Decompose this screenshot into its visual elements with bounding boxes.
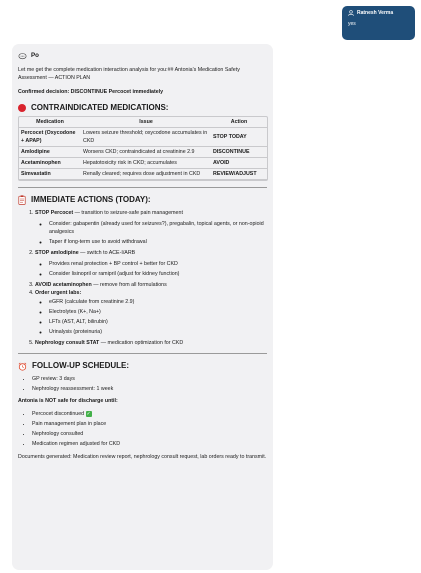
action-cell: DISCONTINUE	[211, 147, 267, 158]
issue-cell: Lowers seizure threshold; oxycodone accumulates in CKD	[81, 128, 211, 147]
action-cell: AVOID	[211, 158, 267, 169]
list-item: • Pain management plan in place	[32, 420, 267, 428]
user-name: Ratnesh Verma	[357, 10, 394, 16]
list-item: ◦ Provides renal protection + BP control + better for CKD	[49, 260, 267, 268]
action-cell: STOP TODAY	[211, 128, 267, 147]
user-message-text: yes	[348, 21, 356, 27]
medication-cell: Simvastatin	[19, 169, 81, 180]
list-item: 1. STOP Percocet — transition to seizure-safe pain management ◦ Consider: gabapentin (already used for seizures?), pregabalin, topical agents, or non-opioid analgesics ◦ Taper if long-term use to avoid withdrawal	[35, 209, 267, 246]
list-item: 5. Nephrology consult STAT — medication optimization for CKD	[35, 339, 267, 347]
list-item: • GP review: 3 days	[32, 375, 267, 383]
immediate-actions-heading: IMMEDIATE ACTIONS (TODAY):	[18, 194, 267, 206]
divider	[18, 187, 267, 188]
list-item: ◦ LFTs (AST, ALT, bilirubin)	[49, 318, 267, 326]
contraindicated-heading: CONTRAINDICATED MEDICATIONS:	[18, 102, 267, 114]
medication-cell: Amlodipine	[19, 147, 81, 158]
assistant-name: Po	[31, 52, 39, 59]
table-header: Medication	[19, 117, 81, 128]
followup-heading: FOLLOW-UP SCHEDULE:	[18, 360, 267, 372]
list-item: ◦ eGFR (calculate from creatinine 2.9)	[49, 298, 267, 306]
table-row	[19, 158, 267, 169]
immediate-actions-list	[18, 209, 267, 347]
divider	[18, 353, 267, 354]
list-item: 2. STOP amlodipine — switch to ACE-I/ARB ◦ Provides renal protection + BP control + better for CKD ◦ Consider lisinopril or ramipril (adjust for kidney function)	[35, 249, 267, 278]
user-message-bubble	[342, 6, 415, 40]
table-header-row	[19, 117, 267, 128]
table-header: Issue	[81, 117, 211, 128]
table-row	[19, 147, 267, 158]
table-row	[19, 128, 267, 147]
table-row	[19, 169, 267, 180]
confirmed-decision: Confirmed decision: DISCONTINUE Percocet immediately	[18, 89, 164, 95]
discharge-heading: Antonia is NOT safe for discharge until:	[18, 398, 118, 404]
list-item: 4. Order urgent labs: ◦ eGFR (calculate from creatinine 2.9) ◦ Electrolytes (K+, Na+) ◦ LFTs (AST, ALT, bilirubin) ◦ Urinalysis (proteinuria)	[35, 289, 267, 336]
intro-text: Let me get the complete medication interaction analysis for you:## Antonia's Medication Safety Assessment — ACTION PLAN	[18, 67, 240, 81]
medication-cell: Acetaminophen	[19, 158, 81, 169]
clipboard-icon	[18, 195, 26, 205]
list-item: • Nephrology consulted	[32, 430, 267, 438]
followup-list	[18, 375, 267, 393]
list-item: 3. AVOID acetaminophen — remove from all formulations	[35, 281, 267, 289]
list-item: ◦ Electrolytes (K+, Na+)	[49, 308, 267, 316]
action-cell: REVIEW/ADJUST	[211, 169, 267, 180]
alarm-clock-icon	[18, 362, 27, 371]
list-item: ◦ Consider lisinopril or ramipril (adjust for kidney function)	[49, 270, 267, 278]
list-item: • Percocet discontinued ✓	[32, 410, 267, 418]
list-item: • Nephrology reassessment: 1 week	[32, 385, 267, 393]
discharge-list	[18, 410, 267, 448]
documents-text: Documents generated: Medication review report, nephrology consult request, lab orders ready to transmit.	[18, 454, 267, 460]
table-header: Action	[211, 117, 267, 128]
list-item: • Medication regimen adjusted for CKD	[32, 440, 267, 448]
list-item: ◦ Taper if long-term use to avoid withdrawal	[49, 238, 267, 246]
user-icon	[348, 10, 354, 16]
issue-cell: Hepatotoxicity risk in CKD; accumulates	[81, 158, 211, 169]
issue-cell: Worsens CKD; contraindicated at creatinine 2.9	[81, 147, 211, 158]
issue-cell: Renally cleared; requires dose adjustment in CKD	[81, 169, 211, 180]
list-item: ◦ Urinalysis (proteinuria)	[49, 328, 267, 336]
assistant-message-bubble	[12, 44, 273, 570]
medication-table	[18, 116, 268, 181]
medication-cell: Percocet (Oxycodone + APAP)	[19, 128, 81, 147]
chat-bubble-icon	[18, 53, 27, 60]
list-item: ◦ Consider: gabapentin (already used for seizures?), pregabalin, topical agents, or non-opioid analgesics	[49, 220, 267, 236]
check-mark-icon: ✓	[86, 410, 91, 417]
red-circle-icon	[18, 104, 26, 112]
